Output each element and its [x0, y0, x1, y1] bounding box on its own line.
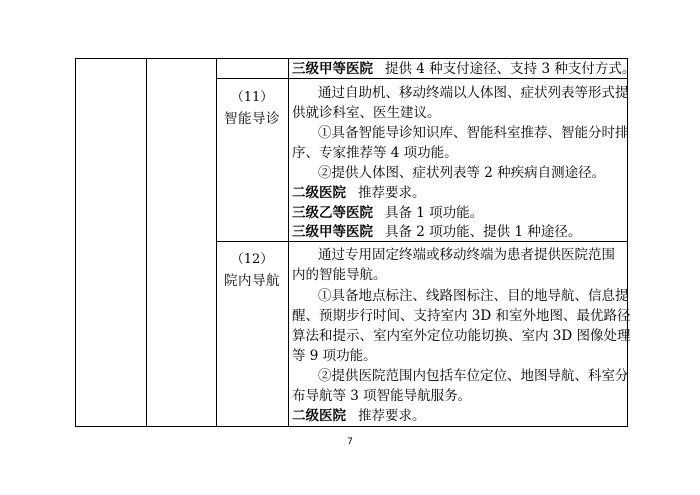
content-line: 布导航等 3 项智能导航服务。	[292, 388, 472, 404]
content-line: 序、专家推荐等 4 项功能。	[292, 145, 458, 161]
content-line: 等 9 项功能。	[292, 348, 377, 364]
content-line: 二级医院 推荐要求。	[292, 185, 426, 201]
content-line: 三级甲等医院 具备 2 项功能、提供 1 种途径。	[292, 224, 582, 240]
item-name: 智能导诊	[224, 111, 280, 127]
content-line: 醒、预期步行时间、支持室内 3D 和室外地图、最优路径	[292, 308, 631, 324]
row-divider-2	[216, 241, 628, 242]
content-line: 通过自助机、移动终端以人体图、症状列表等形式提	[318, 85, 629, 101]
page-number: 7	[347, 437, 353, 447]
content-line: 三级乙等医院 具备 1 项功能。	[292, 205, 484, 221]
content-line: 供就诊科室、医生建议。	[292, 105, 441, 121]
table-top-border	[75, 58, 628, 59]
column-divider-3	[288, 58, 289, 426]
content-line: 内的智能导航。	[292, 267, 387, 283]
content-line: 算法和提示、室内室外定位功能切换、室内 3D 图像处理	[292, 328, 631, 344]
content-line: ①具备地点标注、线路图标注、目的地导航、信息提	[318, 288, 629, 304]
content-line: 二级医院 推荐要求。	[292, 408, 426, 424]
content-line: ①具备智能导诊知识库、智能科室推荐、智能分时排	[318, 125, 629, 141]
table-bottom-border	[75, 426, 628, 427]
content-line: ②提供人体图、症状列表等 2 种疾病自测途径。	[318, 165, 606, 181]
row-divider-1	[216, 78, 628, 79]
item-name: 院内导航	[224, 273, 280, 289]
content-line: ②提供医院范围内包括车位定位、地图导航、科室分	[318, 368, 629, 384]
content-line: 通过专用固定终端或移动终端为患者提供医院范围	[318, 247, 615, 263]
item-number: （11）	[230, 90, 274, 105]
content-line: 三级甲等医院 提供 4 种支付途径、支持 3 种支付方式。	[292, 61, 636, 77]
item-number: （12）	[230, 252, 274, 267]
table-border-left	[75, 58, 76, 426]
column-divider-1	[146, 58, 147, 426]
